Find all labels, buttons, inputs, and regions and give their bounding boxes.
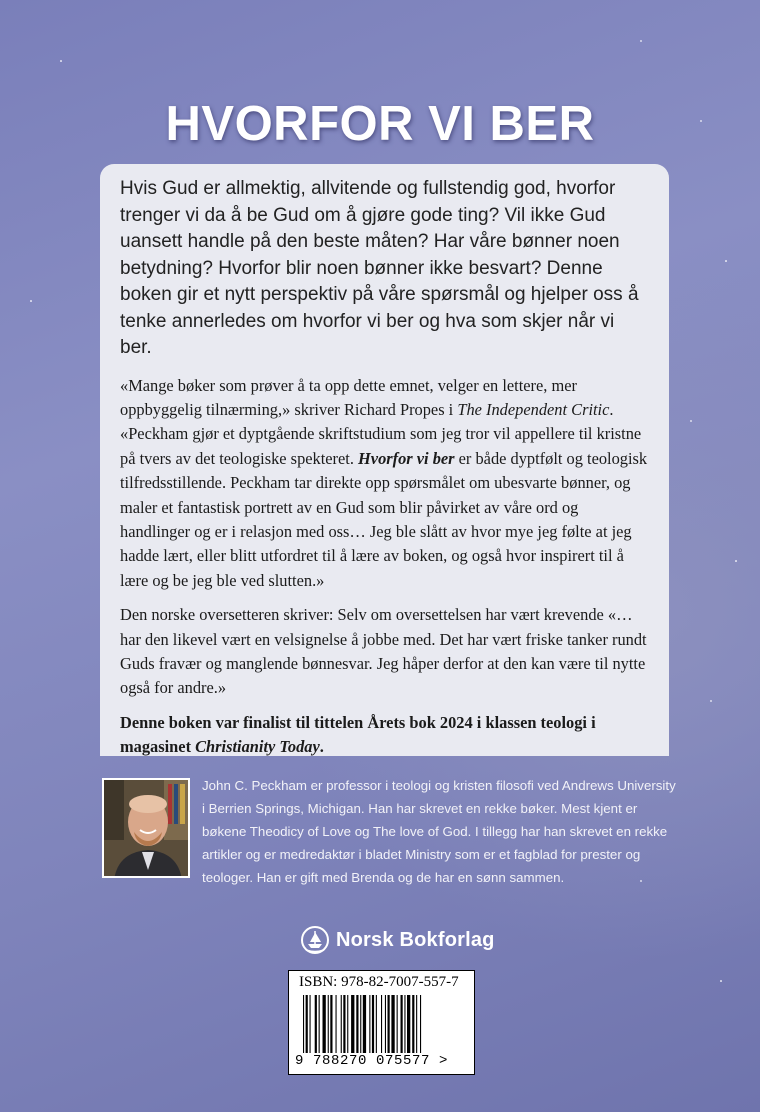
ship-emblem-icon bbox=[300, 924, 330, 956]
review-book-title: Hvorfor vi ber bbox=[358, 448, 455, 468]
isbn-label: ISBN: 978-82-7007-557-7 bbox=[299, 974, 459, 990]
review-source: The Independent Critic bbox=[457, 399, 610, 419]
award-end: . bbox=[319, 737, 324, 757]
review-part1: «Mange bøker som prøver å ta opp dette emnet, velger en lettere, mer oppbyggelig tilnærming,» skriver Richard Propes i bbox=[120, 375, 577, 419]
author-photo bbox=[102, 778, 190, 878]
review-part2: . «Peckham gjør et dyptgående skriftstudium som jeg tror vil appellere til kristne på tvers av det teologiske spekteret. bbox=[120, 399, 642, 468]
barcode-digits: 9 788270 075577 > bbox=[295, 1053, 471, 1069]
award-main: Denne boken var finalist til tittelen Årets bok 2024 i klassen teologi i magasinet bbox=[120, 712, 596, 757]
review-quote bbox=[120, 374, 649, 594]
translator-note: Den norske oversetteren skriver: Selv om oversettelsen har vært krevende «…har den likevel vært en velsignelse å jobbe med. Det har vært friske tanker rundt Guds fravær og manglende bønnesvar. Jeg håper derfor at den kan være til nytte også for andre.» bbox=[120, 605, 647, 698]
publisher-logo bbox=[300, 922, 495, 958]
book-title: HVORFOR VI BER bbox=[165, 97, 595, 151]
author-bio: John C. Peckham er professor i teologi og kristen filosofi ved Andrews University i Berrien Springs, Michigan. Han har skrevet en rekke bøker. Mest kjent er bøkene Theodicy of Love og The love of God. I tillegg har han skrevet en rekke artikler og er medredaktør i bladet Ministry som er et fagblad for prester og teologer. Han er gift med Brenda og de har en sønn sammen. bbox=[202, 778, 676, 885]
award-text bbox=[120, 711, 649, 760]
publisher-name: Norsk Bokforlag bbox=[336, 928, 495, 951]
description-panel bbox=[100, 164, 669, 756]
barcode-bars bbox=[303, 995, 463, 1057]
award-magazine: Christianity Today bbox=[195, 737, 320, 757]
intro-text: Hvis Gud er allmektig, allvitende og fullstendig god, hvorfor trenger vi da å be Gud om å gjøre gode ting? Vil ikke Gud uansett handle på den beste måten? Har våre bønner noen betydning? Hvorfor blir noen bønner ikke besvart? Denne boken gir et nytt perspektiv på våre spørsmål og hjelper oss å tenke annerledes om hvorfor vi ber og hva som skjer når vi ber. bbox=[120, 178, 639, 358]
review-part3: er både dyptfølt og teologisk tilfredsstillende. Peckham tar direkte opp spørsmålet om ubesvarte bønner, og maler et fantastisk portrett av en Gud som blir påvirket av våre ord og handlinger og er i relasjon med oss… Jeg ble slått av hvor mye jeg følte at jeg hadde lært, eller blitt utfordret til å lære av boken, og også hvor inspirert til å lære og be jeg ble ved slutten.» bbox=[120, 448, 648, 590]
isbn-barcode bbox=[288, 970, 475, 1075]
